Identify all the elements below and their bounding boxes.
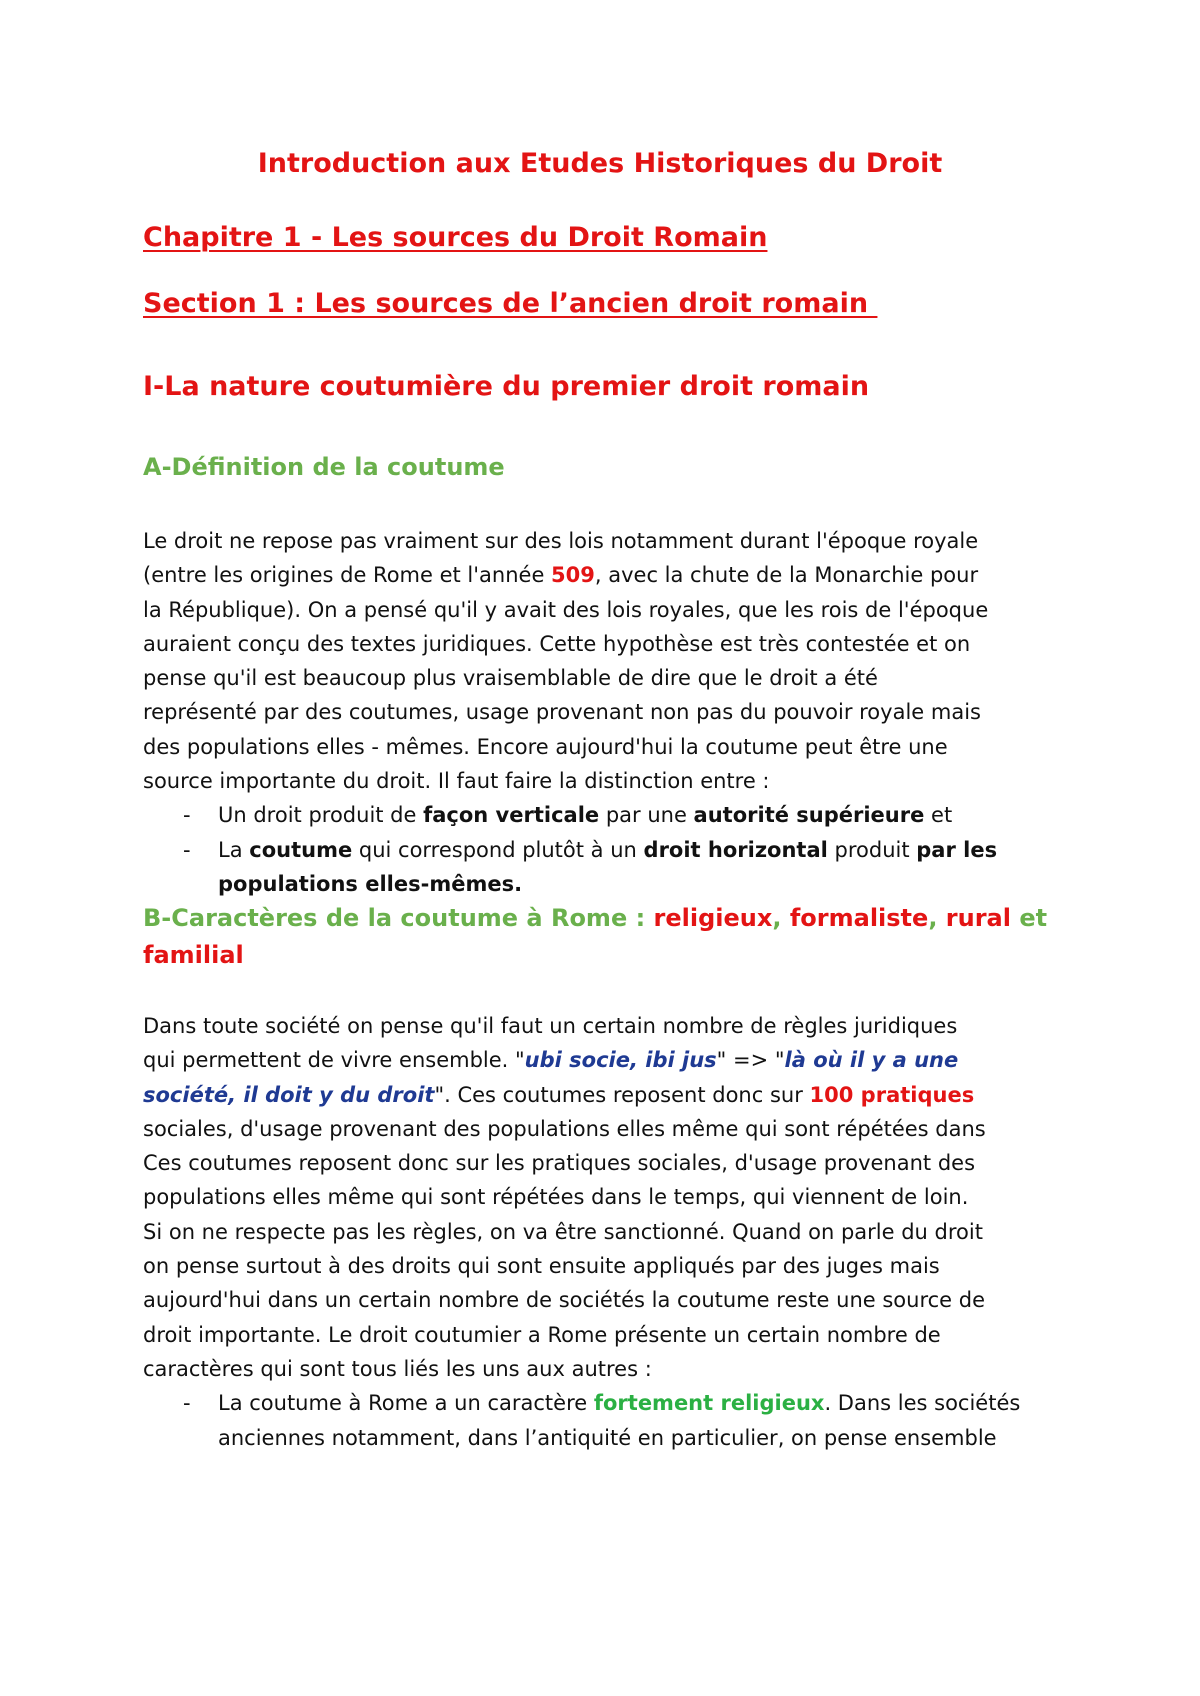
paragraph-line: sociales, d'usage provenant des populations elles même qui sont répétées dans: [143, 1116, 986, 1141]
paragraph-line: droit importante. Le droit coutumier a Rome présente un certain nombre de: [143, 1322, 941, 1347]
paragraph-line: qui permettent de vivre ensemble. "ubi socie, ibi jus" => "là où il y a une: [143, 1048, 959, 1073]
count-highlight: 100 pratiques: [809, 1082, 975, 1107]
paragraph-line: populations elles même qui sont répétées dans le temps, qui viennent de loin.: [143, 1185, 969, 1210]
list-item: - La coutume à Rome a un caractère fortement religieux. Dans les sociétés: [143, 1386, 1073, 1420]
paragraph-line: représenté par des coutumes, usage provenant non pas du pouvoir royale mais: [143, 700, 981, 725]
paragraph-line: aujourd'hui dans un certain nombre de sociétés la coutume reste une source de: [143, 1288, 986, 1313]
bullet-dash: -: [183, 837, 191, 862]
paragraph-line: Si on ne respecte pas les règles, on va être sanctionné. Quand on parle du droit: [143, 1219, 983, 1244]
subsection-a-heading: A-Définition de la coutume: [143, 453, 505, 481]
translation-quote: là où il y a une: [784, 1048, 959, 1073]
part-heading: I-La nature coutumière du premier droit romain: [143, 371, 870, 402]
list-item-continuation: populations elles-mêmes.: [218, 871, 523, 896]
paragraph-line: (entre les origines de Rome et l'année 509, avec la chute de la Monarchie pour: [143, 563, 979, 588]
list-item: - La coutume qui correspond plutôt à un droit horizontal produit par les: [143, 833, 1073, 867]
bullet-dash: -: [183, 803, 191, 828]
paragraph-line: société, il doit y du droit". Ces coutumes reposent donc sur 100 pratiques: [143, 1082, 975, 1107]
list-item-continuation: anciennes notamment, dans l’antiquité en particulier, on pense ensemble: [218, 1425, 997, 1450]
paragraph-line: source importante du droit. Il faut faire la distinction entre :: [143, 769, 770, 794]
paragraph-line: pense qu'il est beaucoup plus vraisemblable de dire que le droit a été: [143, 666, 878, 691]
subsection-b-heading-continuation: familial: [143, 941, 244, 969]
bullet-dash: -: [183, 1391, 191, 1416]
paragraph-line: caractères qui sont tous liés les uns aux autres :: [143, 1356, 652, 1381]
distinction-list: [143, 798, 1073, 901]
paragraph-line: la République). On a pensé qu'il y avait des lois royales, que les rois de l'époque: [143, 597, 989, 622]
green-highlight: fortement religieux: [593, 1391, 825, 1416]
paragraph-line: auraient conçu des textes juridiques. Cette hypothèse est très contestée et on: [143, 631, 971, 656]
paragraph-line: on pense surtout à des droits qui sont ensuite appliqués par des juges mais: [143, 1254, 940, 1279]
document-title: Introduction aux Etudes Historiques du Droit: [257, 148, 943, 179]
subsection-b-heading: B-Caractères de la coutume à Rome : religieux, formaliste, rural et: [143, 904, 1048, 932]
characters-list: [143, 1386, 1073, 1455]
list-item: - Un droit produit de façon verticale par une autorité supérieure et: [143, 798, 1073, 832]
latin-quote: ubi socie, ibi jus: [524, 1048, 717, 1073]
paragraph-line: des populations elles - mêmes. Encore aujourd'hui la coutume peut être une: [143, 734, 948, 759]
section-heading: Section 1 : Les sources de l’ancien droit romain: [143, 288, 878, 319]
paragraph-line: Dans toute société on pense qu'il faut un certain nombre de règles juridiques: [143, 1014, 958, 1038]
chapter-heading: Chapitre 1 - Les sources du Droit Romain: [143, 222, 768, 253]
paragraph-line: Le droit ne repose pas vraiment sur des lois notamment durant l'époque royale: [143, 529, 979, 553]
subsection-b-body: [143, 1009, 1073, 1455]
paragraph-line: Ces coutumes reposent donc sur les pratiques sociales, d'usage provenant des: [143, 1151, 976, 1176]
year-highlight: 509: [551, 563, 595, 588]
subsection-a-body: [143, 524, 1073, 901]
